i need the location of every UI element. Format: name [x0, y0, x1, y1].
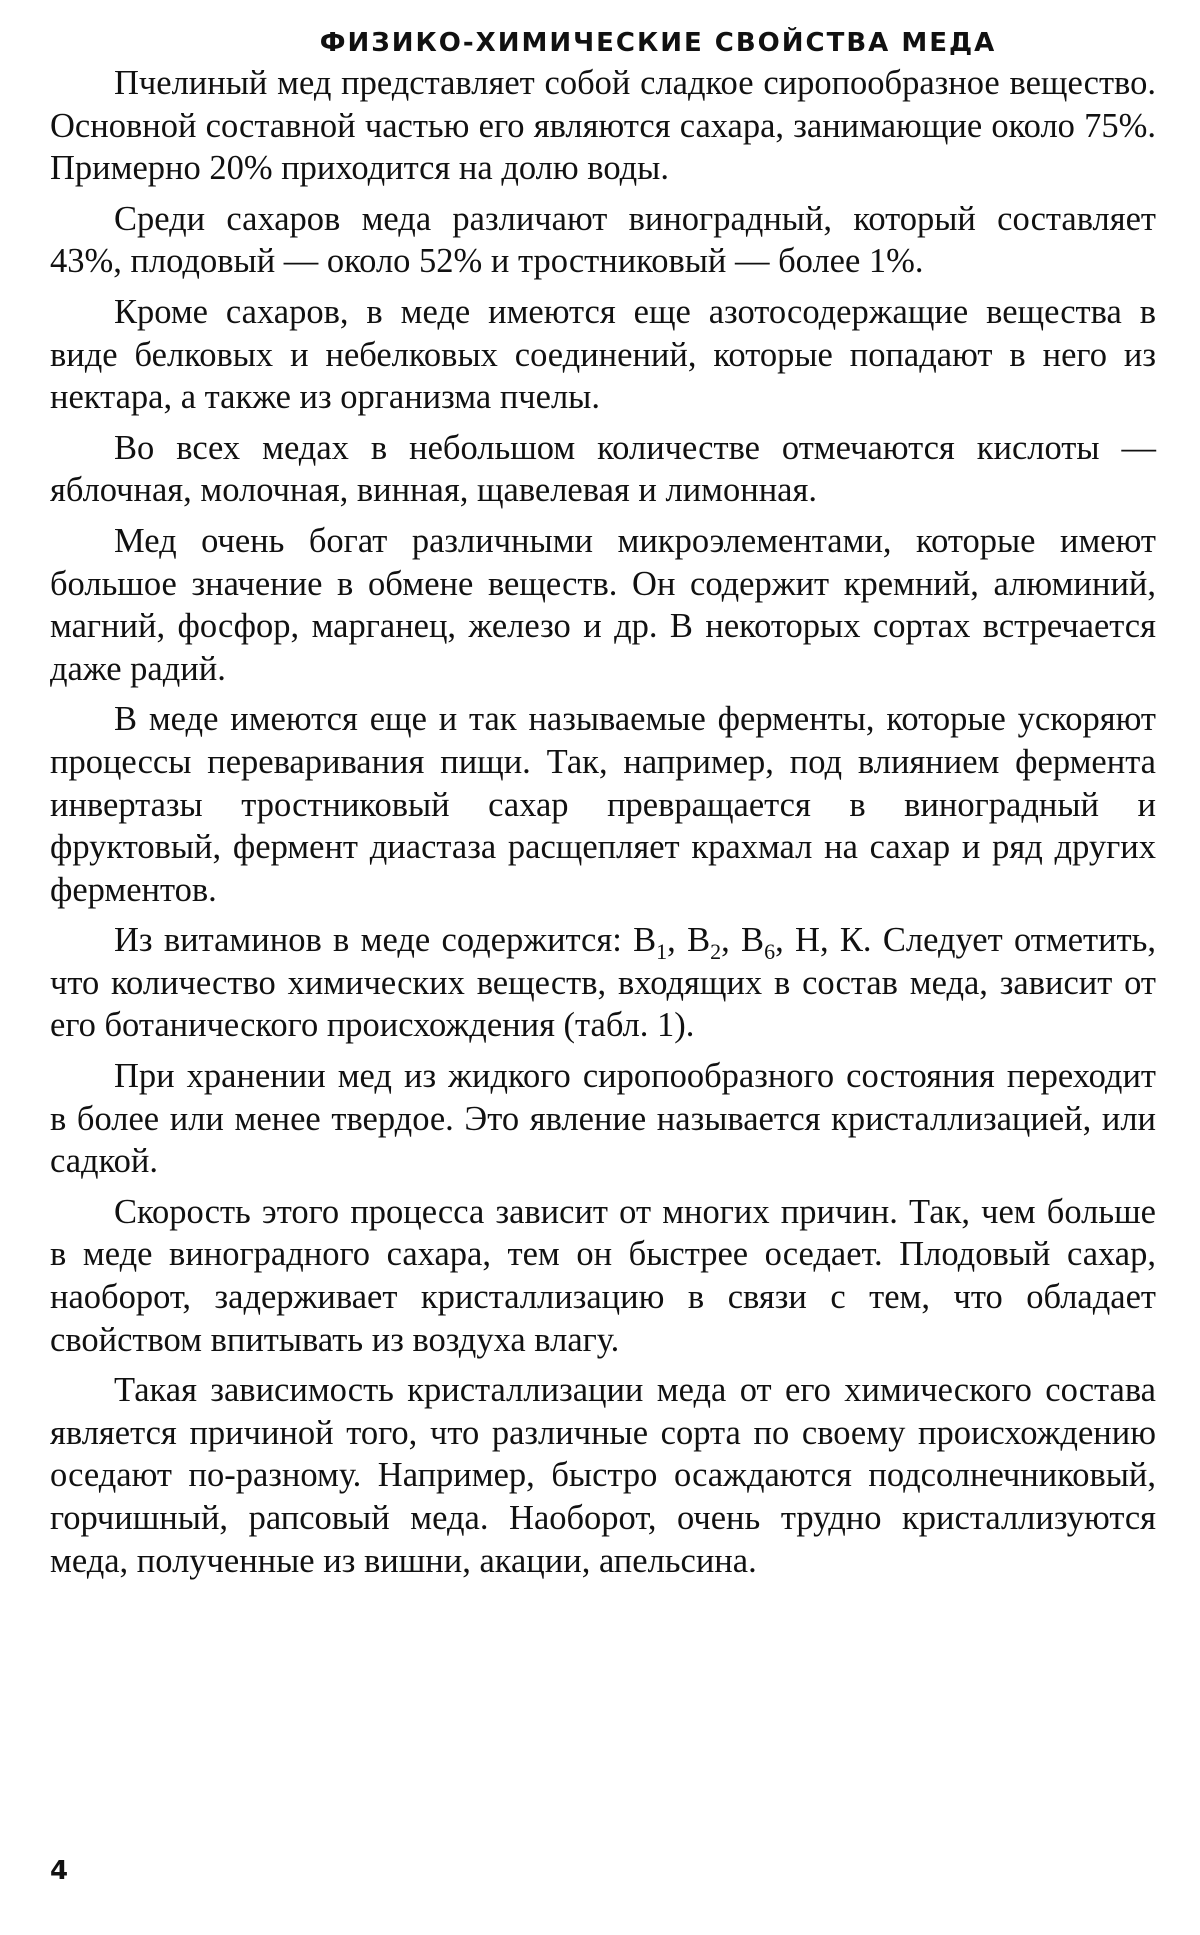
page-title: ФИЗИКО-ХИМИЧЕСКИЕ СВОЙСТВА МЕДА [319, 28, 997, 58]
paragraph-vitamins [50, 919, 1156, 1047]
paragraph-crystallization-speed: Скорость этого процесса зависит от многих причин. Так, чем больше в меде виноградного сахара, тем он быстрее оседает. Плодовый сахар, наоборот, задерживает кристаллизацию в связи с тем, что обладает свойством впитывать из воздуха влагу. [50, 1192, 1156, 1359]
paragraph-nitrogen-substances: Кроме сахаров, в меде имеются еще азотосодержащие вещества в виде белковых и небелковых соединений, которые попадают в него из нектара, а также из организма пчелы. [50, 292, 1156, 417]
paragraph-honey-composition: Пчелиный мед представляет собой сладкое сиропообразное вещество. Основной составной частью его являются сахара, занимающие около 75%. Примерно 20% приходится на долю воды. [50, 64, 1156, 188]
vitamins-text-start: Из витаминов в меде содержится: В [114, 921, 657, 960]
page-number: 4 [50, 1856, 69, 1886]
paragraph-microelements: Мед очень богат различными микроэлементами, которые имеют большое значение в обмене веществ. Он содержит кремний, алюминий, магний, фосфор, марганец, железо и др. В некоторых сортах встречается даже радий. [50, 521, 1156, 688]
vitamins-separator-2: , В [721, 921, 765, 960]
vitamins-separator-1: , В [667, 921, 711, 960]
paragraph-enzymes: В меде имеются еще и так называемые ферменты, которые ускоряют процессы переваривания пищи. Так, например, под влиянием фермента инвертазы тростниковый сахар превращается в виноградный и фруктовый, фермент диастаза расщепляет крахмал на сахар и ряд других ферментов. [50, 700, 1156, 909]
paragraph-acids: Во всех медах в небольшом количестве отмечаются кислоты — яблочная, молочная, винная, щавелевая и лимонная. [50, 428, 1156, 510]
paragraph-crystallization: При хранении мед из жидкого сиропообразного состояния переходит в более или менее твердое. Это явление называется кристаллизацией, или садкой. [50, 1057, 1156, 1181]
vitamin-b1-subscript: 1 [656, 939, 668, 965]
document-page [50, 28, 1156, 1590]
paragraph-crystallization-varieties: Такая зависимость кристаллизации меда от его химического состава является причиной того, что различные сорта по своему происхождению оседают по-разному. Например, быстро осаждаются подсолнечниковый, горчишный, рапсовый меда. Наоборот, очень трудно кристаллизуются меда, полученные из вишни, акации, апельсина. [50, 1371, 1156, 1580]
vitamin-b2-subscript: 2 [710, 939, 722, 965]
paragraph-sugars: Среди сахаров меда различают виноградный, который составляет 43%, плодовый — около 52% и тростниковый — более 1%. [50, 199, 1156, 281]
vitamin-b6-subscript: 6 [764, 939, 776, 965]
vitamins-text-end: , Н, К. Следует отметить, что количество химических веществ, входящих в состав меда, зависит от его ботанического происхождения (табл. 1). [50, 921, 1156, 1045]
